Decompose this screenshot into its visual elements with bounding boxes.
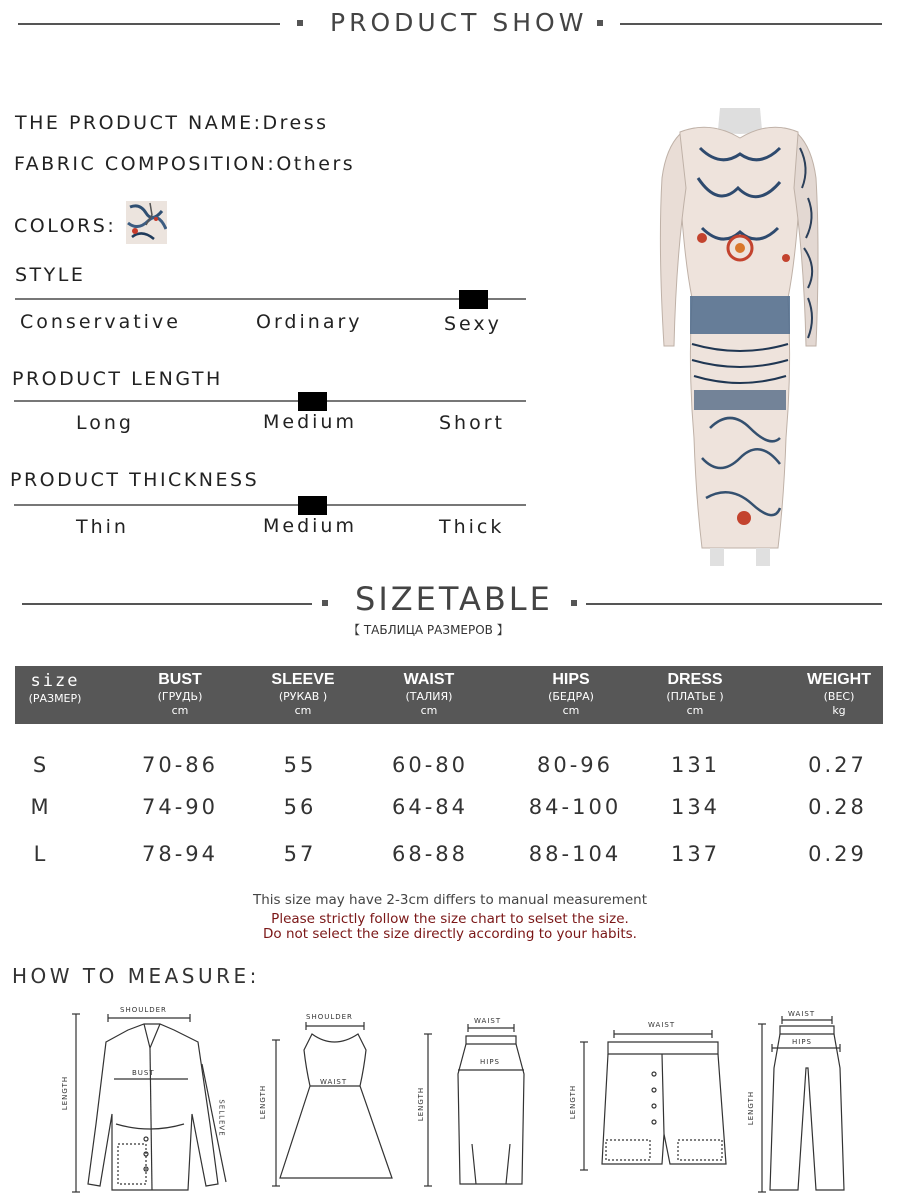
product-photo[interactable] — [640, 108, 840, 568]
cell-bust: 78-94 — [141, 842, 219, 866]
jacket-length-label: LENGTH — [61, 1075, 70, 1111]
header-dot-left — [297, 20, 303, 26]
header-rule-left — [18, 23, 280, 25]
length-scale-line — [14, 400, 526, 402]
length-title: PRODUCT LENGTH — [12, 368, 223, 390]
shorts-length-label: LENGTH — [569, 1084, 578, 1120]
style-scale-line — [15, 298, 526, 300]
col-bust: BUST (ГРУДЬ) cm — [157, 671, 203, 717]
cell-sleeve: 56 — [283, 795, 317, 819]
jacket-selleve-label: SELLEVE — [217, 1099, 226, 1137]
jacket-bust-label: BUST — [132, 1069, 155, 1077]
color-swatch[interactable] — [126, 201, 167, 244]
cell-dress: 131 — [670, 753, 721, 777]
thickness-scale-marker — [298, 496, 327, 515]
length-scale-marker — [298, 392, 327, 411]
product-name-label: THE PRODUCT NAME: — [15, 112, 263, 134]
cell-weight: 0.27 — [808, 753, 867, 777]
sizetable-rule-left — [22, 603, 312, 605]
cell-hips: 84-100 — [528, 795, 622, 819]
style-title: STYLE — [15, 264, 86, 286]
product-name-value: Dress — [262, 112, 329, 134]
sizetable-dot-right — [571, 600, 577, 606]
thickness-title: PRODUCT THICKNESS — [10, 469, 260, 491]
cell-bust: 70-86 — [141, 753, 219, 777]
cell-sleeve: 57 — [283, 842, 317, 866]
cell-sleeve: 55 — [283, 753, 317, 777]
cell-dress: 137 — [670, 842, 721, 866]
sizetable-subtitle: 【 ТАБЛИЦА РАЗМЕРОВ 】 — [348, 623, 509, 637]
skirt-length-label: LENGTH — [417, 1086, 426, 1122]
length-option-short: Short — [439, 412, 505, 434]
sizetable-rule-right — [586, 603, 882, 605]
fabric-label: FABRIC COMPOSITION: — [14, 153, 277, 175]
jacket-shoulder-label: SHOULDER — [120, 1006, 167, 1014]
skirt-hips-label: HIPS — [480, 1058, 500, 1066]
how-to-measure-title: HOW TO MEASURE: — [12, 964, 260, 988]
col-weight: WEIGHT (ВЕС) kg — [807, 671, 871, 717]
product-name-row — [15, 112, 329, 134]
col-dress: DRESS (ПЛАТЬЕ ) cm — [666, 671, 724, 717]
cell-hips: 80-96 — [536, 753, 614, 777]
dress-shoulder-label: SHOULDER — [306, 1013, 353, 1021]
style-option-conservative: Conservative — [20, 311, 181, 333]
cell-size: S — [32, 753, 50, 777]
cell-weight: 0.29 — [808, 842, 867, 866]
col-waist: WAIST (ТАЛИЯ) cm — [403, 671, 455, 717]
shorts-diagram — [570, 1014, 740, 1174]
skirt-diagram — [410, 1014, 540, 1190]
style-option-sexy: Sexy — [444, 313, 502, 335]
dress-waist-label: WAIST — [320, 1078, 348, 1086]
colors-label: COLORS: — [14, 215, 117, 237]
cell-waist: 68-88 — [391, 842, 469, 866]
cell-weight: 0.28 — [808, 795, 867, 819]
pants-waist-label: WAIST — [788, 1010, 816, 1018]
style-option-ordinary: Ordinary — [256, 311, 363, 333]
fabric-row — [14, 153, 355, 175]
cell-waist: 60-80 — [391, 753, 469, 777]
pants-hips-label: HIPS — [792, 1038, 812, 1046]
length-option-medium: Medium — [263, 411, 357, 433]
sizetable-title: SIZETABLE — [355, 580, 553, 618]
cell-dress: 134 — [670, 795, 721, 819]
pants-length-label: LENGTH — [747, 1090, 756, 1126]
col-hips: HIPS (БЕДРА) cm — [548, 671, 594, 717]
measurement-note: This size may have 2-3cm differs to manual measurement — [252, 892, 648, 908]
header-rule-right — [620, 23, 882, 25]
fabric-value: Others — [276, 153, 356, 175]
size-table-header — [15, 666, 883, 724]
thickness-option-thin: Thin — [76, 516, 129, 538]
warning-note-2: Do not select the size directly according to your habits. — [263, 926, 637, 942]
pants-diagram — [748, 1008, 888, 1194]
thickness-option-thick: Thick — [439, 516, 505, 538]
header-dot-right — [597, 20, 603, 26]
length-option-long: Long — [76, 412, 134, 434]
col-sleeve: SLEEVE (РУКАВ ) cm — [271, 671, 335, 717]
skirt-waist-label: WAIST — [474, 1017, 502, 1025]
thickness-scale-line — [14, 504, 526, 506]
cell-size: L — [33, 842, 49, 866]
sizetable-dot-left — [322, 600, 328, 606]
jacket-diagram — [60, 1004, 240, 1194]
warning-note-1: Please strictly follow the size chart to selset the size. — [271, 911, 629, 927]
cell-size: M — [30, 795, 52, 819]
dress-diagram — [259, 1010, 412, 1190]
thickness-option-medium: Medium — [263, 515, 357, 537]
cell-waist: 64-84 — [391, 795, 469, 819]
dress-length-label: LENGTH — [259, 1084, 268, 1120]
shorts-waist-label: WAIST — [648, 1021, 676, 1029]
cell-bust: 74-90 — [141, 795, 219, 819]
page-title: PRODUCT SHOW — [330, 8, 588, 37]
col-size: size (РАЗМЕР) — [28, 671, 82, 705]
style-scale-marker — [459, 290, 488, 309]
cell-hips: 88-104 — [528, 842, 622, 866]
